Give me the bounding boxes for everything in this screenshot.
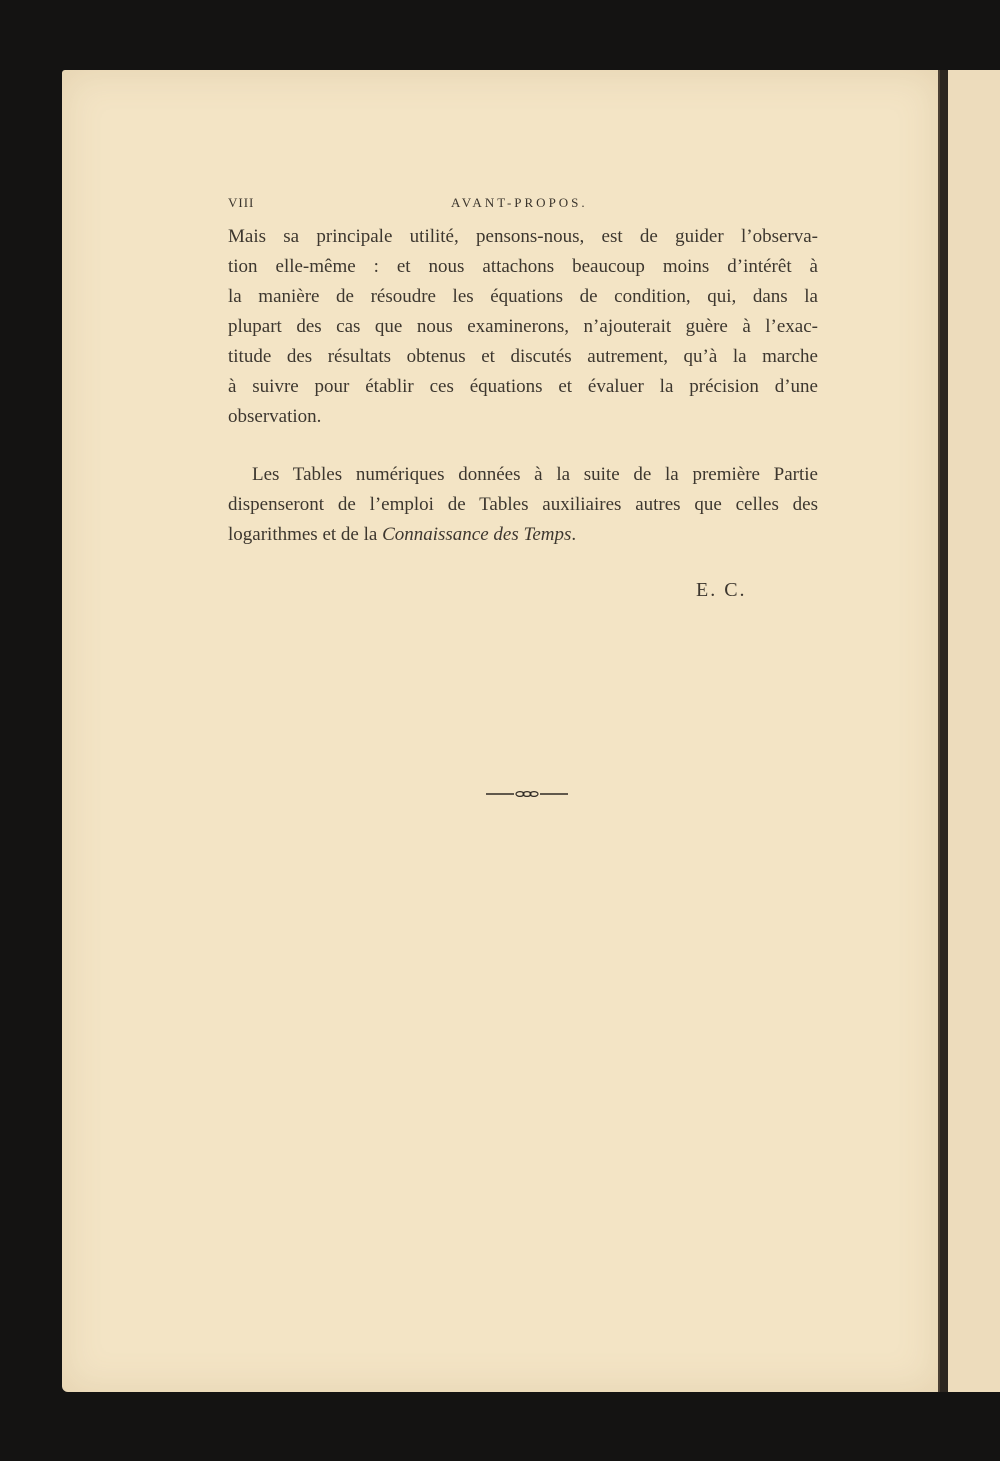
paragraph-2: [228, 460, 818, 550]
text-line: la manière de résoudre les équations de condition, qui, dans la: [228, 286, 818, 307]
text-line: plupart des cas que nous examinerons, n’ajouterait guère à l’exac-: [228, 316, 818, 337]
italic-title: Connaissance des Temps: [382, 524, 572, 545]
text-line: à suivre pour établir ces équations et évaluer la précision d’une: [228, 376, 818, 397]
text-line: [228, 520, 818, 550]
author-initials: E. C.: [696, 579, 747, 601]
tailpiece-ornament-icon: [484, 787, 570, 801]
body-text: [228, 222, 818, 550]
text-line: titude des résultats obtenus et discutés autrement, qu’à la marche: [228, 346, 818, 367]
paragraph-1: [228, 222, 818, 432]
page-number: VIII: [228, 195, 255, 210]
facing-page-edge: [938, 70, 1000, 1392]
text-fragment: .: [571, 524, 577, 545]
text-line: Les Tables numériques données à la suite de la première Partie: [252, 464, 818, 485]
text-line: dispenseront de l’emploi de Tables auxiliaires autres que celles des: [228, 494, 818, 515]
text-line: observation.: [228, 406, 322, 427]
running-head: [228, 195, 812, 215]
running-title: AVANT-PROPOS.: [451, 195, 588, 210]
text-fragment: logarithmes et de la: [228, 524, 383, 545]
text-line: Mais sa principale utilité, pensons-nous, est de guider l’observa-: [228, 226, 818, 247]
binding-fold: [940, 70, 948, 1392]
text-line: tion elle-même : et nous attachons beaucoup moins d’intérêt à: [228, 256, 818, 277]
